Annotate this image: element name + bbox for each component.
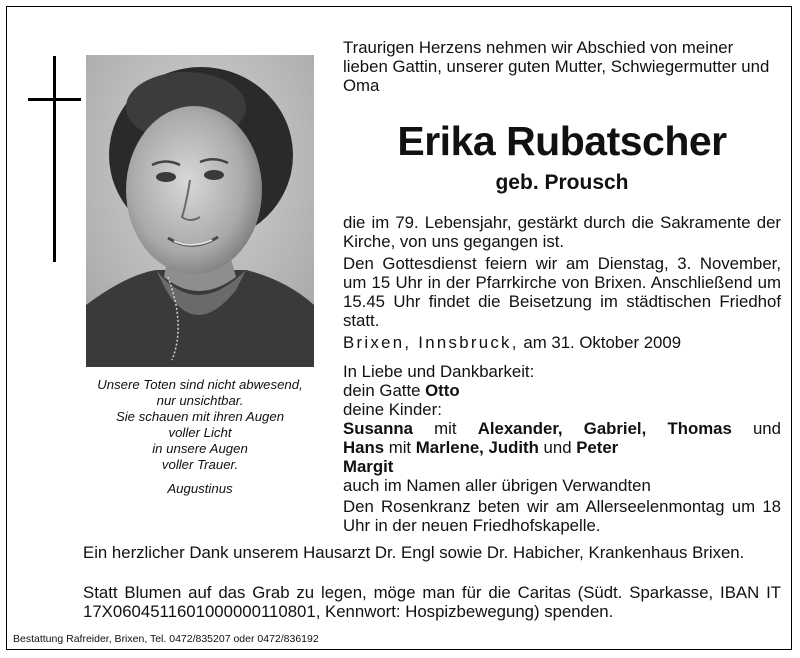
birth-name: geb. Prousch bbox=[495, 171, 629, 194]
child-name: Susanna bbox=[343, 419, 413, 438]
date: am 31. Oktober 2009 bbox=[523, 333, 682, 352]
husband-line bbox=[343, 381, 781, 400]
undertaker-credit: Bestattung Rafreider, Brixen, Tel. 0472/835207 oder 0472/836192 bbox=[13, 633, 319, 645]
deceased-name: Erika Rubatscher bbox=[397, 118, 727, 164]
donation-text: Statt Blumen auf das Grab zu legen, möge man für die Caritas (Südt. Sparkasse, IBAN IT 17X0604511601000000110801, Kennwort: Hospizbewegung) spenden. bbox=[83, 583, 781, 621]
poem-line: voller Trauer. bbox=[161, 457, 239, 472]
mourners-list bbox=[343, 362, 781, 495]
portrait-photo bbox=[86, 55, 314, 367]
cross-horizontal-bar bbox=[28, 98, 81, 101]
child-line bbox=[343, 457, 781, 476]
children-heading: deine Kinder: bbox=[343, 400, 442, 419]
cross-vertical-bar bbox=[53, 56, 56, 262]
connector: mit bbox=[434, 419, 457, 438]
child-line bbox=[343, 438, 781, 457]
poem-line: nur unsichtbar. bbox=[156, 393, 244, 408]
husband-name: Otto bbox=[425, 381, 460, 400]
poem-line: voller Licht bbox=[168, 425, 232, 440]
child-line bbox=[343, 419, 781, 438]
poem-line: Unsere Toten sind nicht abwesend, bbox=[97, 377, 303, 392]
mourners-heading: In Liebe und Dankbarkeit: bbox=[343, 362, 535, 381]
rosary-text: Den Rosenkranz beten wir am Allerseelenmontag um 18 Uhr in der neuen Friedhofskapelle. bbox=[343, 497, 781, 535]
funeral-details: Den Gottesdienst feiern wir am Dienstag, 3. November, um 15 Uhr in der Pfarrkirche von Brixen. Anschließend um 15.45 Uhr findet die Beisetzung im städtischen Friedhof statt. bbox=[343, 254, 781, 330]
place-date-line bbox=[343, 333, 781, 352]
intro-text: Traurigen Herzens nehmen wir Abschied von meiner lieben Gattin, unserer guten Mutter, Schwiegermutter und Oma bbox=[343, 38, 770, 95]
connector: mit bbox=[388, 438, 412, 457]
poem-line: in unsere Augen bbox=[152, 441, 248, 456]
memorial-poem bbox=[86, 377, 314, 497]
connector: und bbox=[543, 438, 572, 457]
partner-names: Marlene, Judith bbox=[415, 438, 539, 457]
death-statement: die im 79. Lebensjahr, gestärkt durch die Sakramente der Kirche, von uns gegangen ist. bbox=[343, 213, 781, 251]
connector: und bbox=[752, 419, 781, 438]
thanks-text: Ein herzlicher Dank unserem Hausarzt Dr. Engl sowie Dr. Habicher, Krankenhaus Brixen. bbox=[83, 543, 745, 562]
child-name: Hans bbox=[343, 438, 385, 457]
child-name: Margit bbox=[343, 457, 394, 476]
poem-line: Sie schauen mit ihren Augen bbox=[115, 409, 285, 424]
relatives-line: auch im Namen aller übrigen Verwandten bbox=[343, 476, 651, 495]
husband-prefix: dein Gatte bbox=[343, 381, 421, 400]
partner-name: Peter bbox=[576, 438, 619, 457]
partner-names: Alexander, Gabriel, Thomas bbox=[477, 419, 732, 438]
place: Brixen, Innsbruck, bbox=[343, 333, 519, 352]
poem-author: Augustinus bbox=[167, 481, 233, 496]
